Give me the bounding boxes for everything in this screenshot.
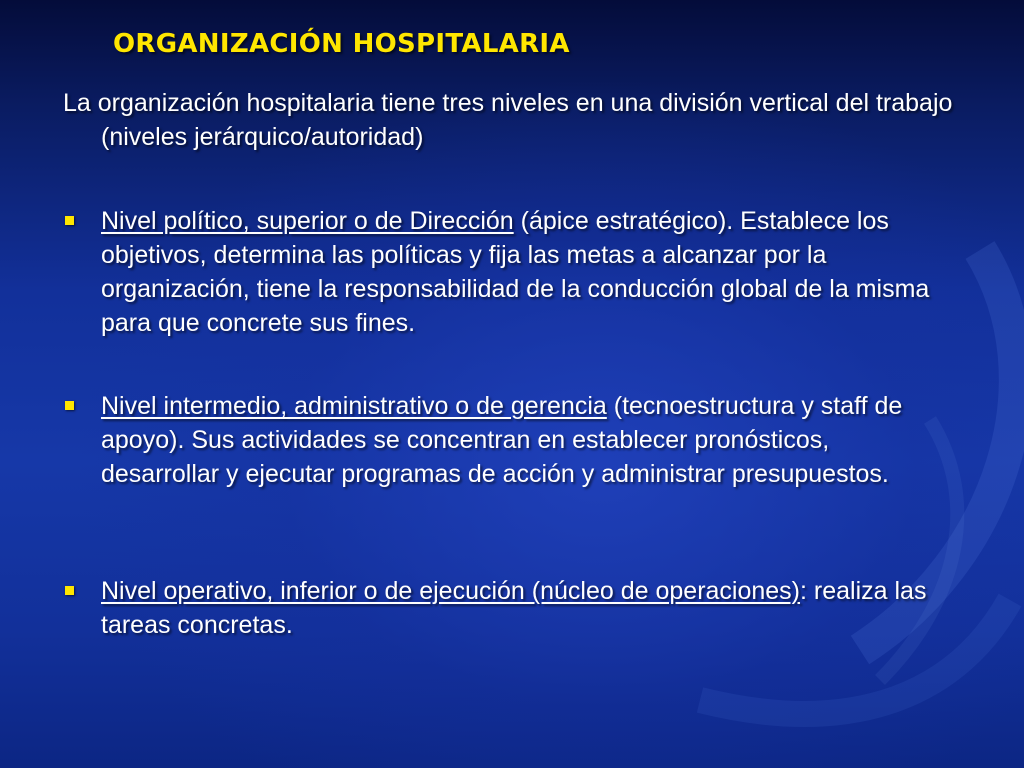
bullet-item-intermedio xyxy=(63,389,943,491)
intro-paragraph: La organización hospitalaria tiene tres niveles en una división vertical del trabajo (niveles jerárquico/autoridad) xyxy=(63,89,953,151)
bullet-item-operativo xyxy=(63,574,943,642)
slide-title: ORGANIZACIÓN HOSPITALARIA xyxy=(113,29,570,59)
bullet-heading: Nivel político, superior o de Dirección xyxy=(101,207,514,235)
bullet-heading: Nivel operativo, inferior o de ejecución (núcleo de operaciones) xyxy=(101,577,801,605)
slide-content xyxy=(63,86,963,639)
bullet-body: (ápice estratégico). Establece los objetivos, determina las políticas y fija las metas a alcanzar por la organización, tiene la responsabilidad de la conducción global de la misma para que concrete sus fines. xyxy=(101,207,930,337)
bullet-item-politico xyxy=(63,204,943,340)
square-bullet-icon xyxy=(65,401,74,410)
bullet-text xyxy=(63,574,943,642)
bullet-body: (tecnoestructura y staff de apoyo). Sus actividades se concentran en establecer pronósticos, desarrollar y ejecutar programas de acción y administrar presupuestos. xyxy=(101,392,903,488)
square-bullet-icon xyxy=(65,586,74,595)
bullet-heading: Nivel intermedio, administrativo o de gerencia xyxy=(101,392,607,420)
square-bullet-icon xyxy=(65,216,74,225)
bullet-body: : realiza las tareas concretas. xyxy=(101,577,927,639)
bullet-text xyxy=(63,204,943,340)
bullet-text xyxy=(63,389,943,491)
